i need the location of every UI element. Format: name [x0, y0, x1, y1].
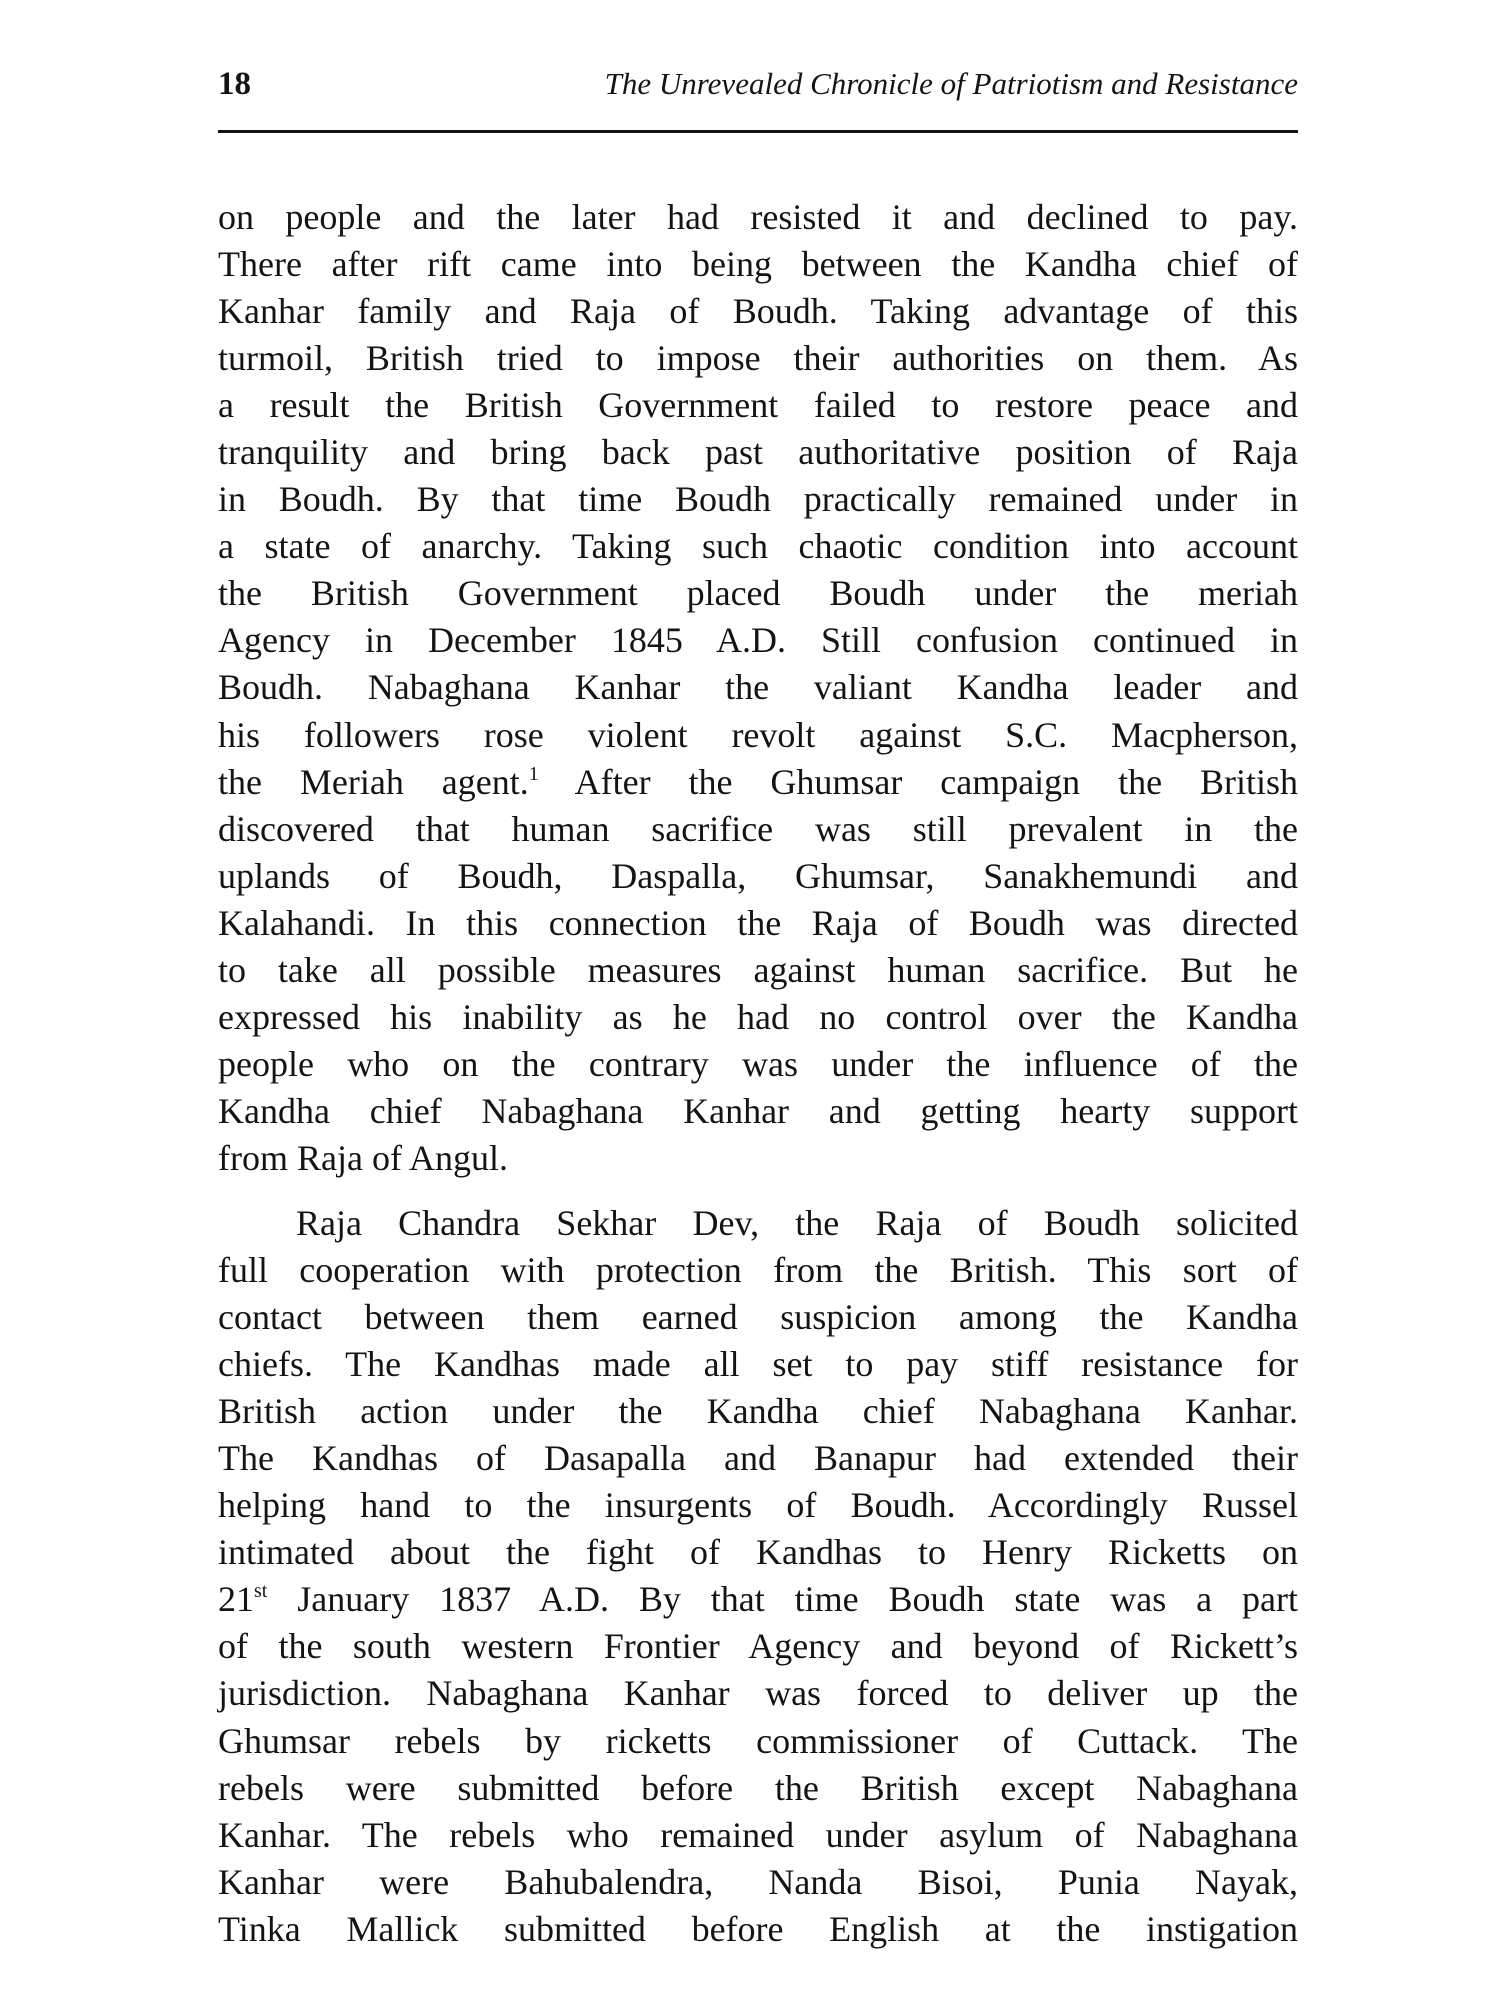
- text-line: of the south western Frontier Agency and beyond of Rickett’s: [218, 1626, 1298, 1667]
- running-title: The Unrevealed Chronicle of Patriotism and Resistance: [604, 66, 1298, 101]
- text-line: the British Government placed Boudh under the meriah: [218, 573, 1298, 614]
- text-line: expressed his inability as he had no control over the Kandha: [218, 996, 1298, 1037]
- text-line: turmoil, British tried to impose their authorities on them. As: [218, 338, 1298, 379]
- text-line: rebels were submitted before the British except Nabaghana: [218, 1767, 1298, 1808]
- text-line-with-footnote: [218, 759, 1298, 806]
- text-line: Kandha chief Nabaghana Kanhar and getting hearty support: [218, 1090, 1298, 1131]
- text-line: intimated about the fight of Kandhas to Henry Ricketts on: [218, 1532, 1298, 1573]
- text-line: people who on the contrary was under the influence of the: [218, 1043, 1298, 1084]
- text-line: There after rift came into being between the Kandha chief of: [218, 244, 1298, 285]
- text-line: The Kandhas of Dasapalla and Banapur had extended their: [218, 1438, 1298, 1479]
- text-line: uplands of Boudh, Daspalla, Ghumsar, Sanakhemundi and: [218, 855, 1298, 896]
- text-segment: the Meriah agent.: [218, 761, 529, 802]
- paragraph-gap: [218, 1182, 1298, 1200]
- text-segment: After the Ghumsar campaign the British: [538, 761, 1298, 802]
- text-line: full cooperation with protection from the British. This sort of: [218, 1250, 1298, 1291]
- text-line: Kanhar family and Raja of Boudh. Taking advantage of this: [218, 291, 1298, 332]
- text-segment: 21: [218, 1579, 254, 1620]
- paragraph: [218, 1200, 1298, 1953]
- body-text: [218, 194, 1298, 1953]
- text-line: Boudh. Nabaghana Kanhar the valiant Kandha leader and: [218, 667, 1298, 708]
- text-line: to take all possible measures against human sacrifice. But he: [218, 949, 1298, 990]
- ordinal-superscript: st: [254, 1580, 268, 1603]
- text-line: his followers rose violent revolt against S.C. Macpherson,: [218, 714, 1298, 755]
- text-line: British action under the Kandha chief Nabaghana Kanhar.: [218, 1391, 1298, 1432]
- text-line: Tinka Mallick submitted before English at the instigation: [218, 1908, 1298, 1949]
- text-line-with-superscript: [218, 1576, 1298, 1623]
- page-header: [218, 62, 1298, 112]
- text-line: a result the British Government failed to restore peace and: [218, 385, 1298, 426]
- page-number: 18: [218, 66, 251, 102]
- header-rule: [218, 130, 1298, 133]
- text-line: Kanhar were Bahubalendra, Nanda Bisoi, Punia Nayak,: [218, 1861, 1298, 1902]
- text-line: Agency in December 1845 A.D. Still confusion continued in: [218, 620, 1298, 661]
- text-line: Ghumsar rebels by ricketts commissioner of Cuttack. The: [218, 1720, 1298, 1761]
- text-line: chiefs. The Kandhas made all set to pay stiff resistance for: [218, 1344, 1298, 1385]
- text-line: Raja Chandra Sekhar Dev, the Raja of Boudh solicited: [296, 1202, 1298, 1243]
- text-line: tranquility and bring back past authoritative position of Raja: [218, 432, 1298, 473]
- footnote-marker[interactable]: 1: [528, 762, 539, 785]
- text-line: Kalahandi. In this connection the Raja of Boudh was directed: [218, 902, 1298, 943]
- text-line: on people and the later had resisted it and declined to pay.: [218, 197, 1298, 237]
- paragraph: [218, 194, 1298, 1182]
- text-line: helping hand to the insurgents of Boudh. Accordingly Russel: [218, 1485, 1298, 1526]
- text-line: from Raja of Angul.: [218, 1137, 508, 1178]
- text-line: Kanhar. The rebels who remained under asylum of Nabaghana: [218, 1814, 1298, 1855]
- text-line: discovered that human sacrifice was still prevalent in the: [218, 808, 1298, 849]
- text-line: jurisdiction. Nabaghana Kanhar was forced to deliver up the: [218, 1673, 1298, 1714]
- text-line: contact between them earned suspicion among the Kandha: [218, 1297, 1298, 1338]
- text-line: a state of anarchy. Taking such chaotic condition into account: [218, 526, 1298, 567]
- text-segment: January 1837 A.D. By that time Boudh state was a part: [267, 1579, 1298, 1620]
- text-line: in Boudh. By that time Boudh practically remained under in: [218, 479, 1298, 520]
